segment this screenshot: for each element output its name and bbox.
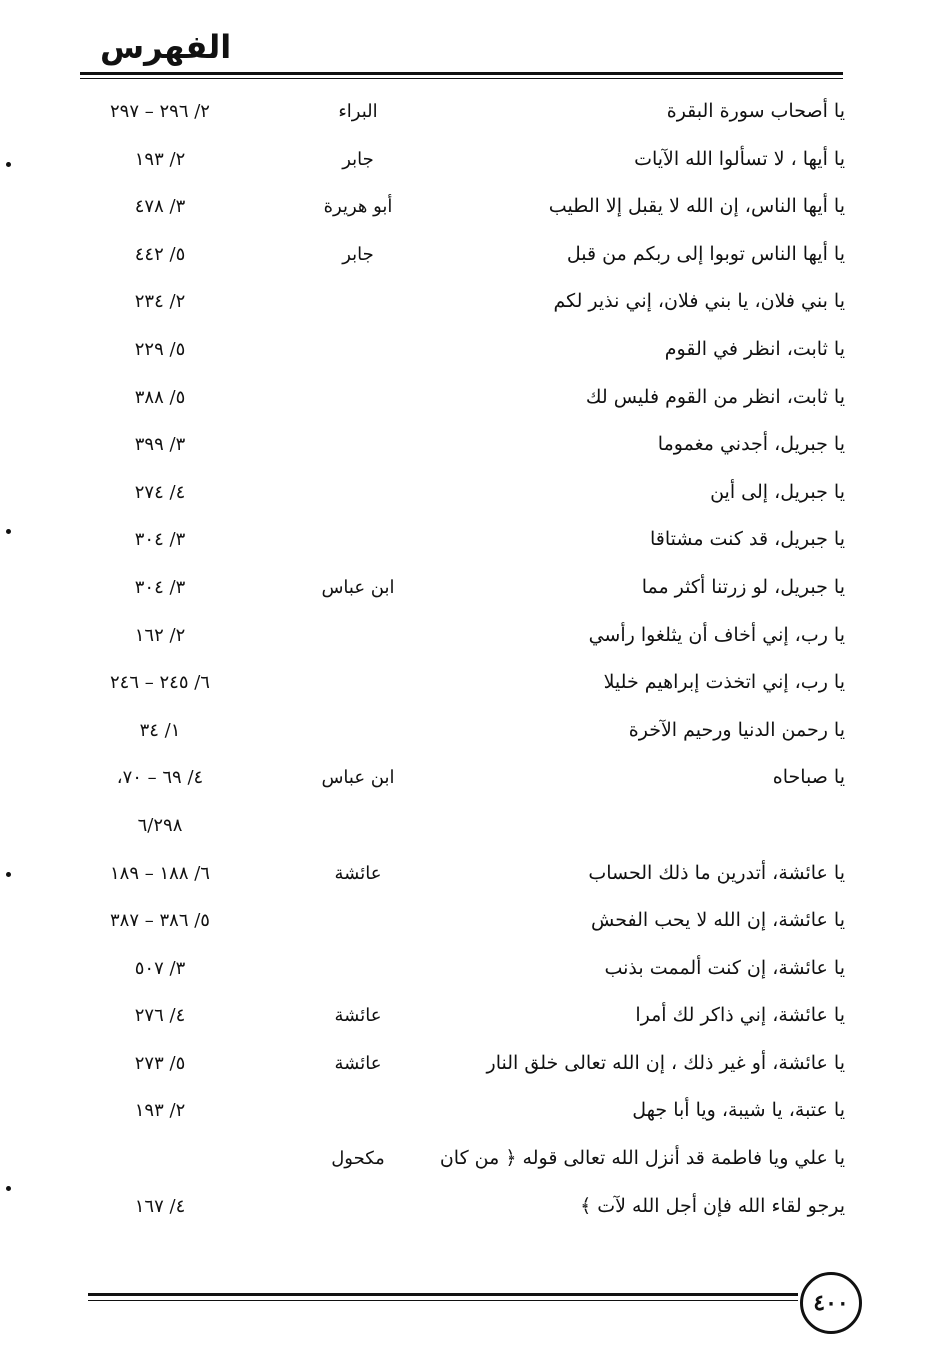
entry-text: يا عائشة، إن الله لا يحب الفحش xyxy=(591,909,845,932)
list-item xyxy=(80,88,845,136)
list-item xyxy=(80,374,845,422)
entry-reference: ٢/ ١٩٣ xyxy=(134,1100,186,1122)
entry-reference: ٣/ ٥٠٧ xyxy=(134,957,186,979)
page-title: الفهرس xyxy=(100,28,232,66)
entry-reference: ٥/ ٣٨٨ xyxy=(134,386,186,408)
list-item xyxy=(80,278,845,326)
list-item xyxy=(80,1183,845,1231)
entry-text: يا رحمن الدنيا ورحيم الآخرة xyxy=(628,718,845,741)
entry-text: يا رب، إني اتخذت إبراهيم خليلا xyxy=(603,671,845,694)
entry-text: يا بني فلان، يا بني فلان، إني نذير لكم xyxy=(553,290,845,313)
entry-text: يرجو لقاء الله فإن أجل الله لآت ﴾ xyxy=(580,1194,845,1217)
list-item xyxy=(80,326,845,374)
entry-narrator: البراء xyxy=(338,101,378,122)
list-item xyxy=(80,802,845,850)
list-item xyxy=(80,612,845,660)
list-item xyxy=(80,516,845,564)
list-item xyxy=(80,1087,845,1135)
entry-narrator: جابر xyxy=(342,243,374,265)
entry-text: يا أيها ، لا تسألوا الله الآيات xyxy=(634,147,845,170)
header-rule-thin xyxy=(80,78,843,79)
entry-text: يا صباحاه xyxy=(772,766,845,789)
entry-text: يا أصحاب سورة البقرة xyxy=(666,100,845,122)
footer-rule-thick xyxy=(88,1293,798,1296)
page-number: ٤٠٠ xyxy=(800,1272,862,1334)
entry-reference: ٦/٢٩٨ xyxy=(137,814,183,836)
entry-reference: ٥/ ٣٨٦ – ٣٨٧ xyxy=(110,910,210,932)
entry-reference: ٢/ ١٦٢ xyxy=(134,624,186,646)
entry-reference: ٣/ ٤٧٨ xyxy=(134,196,186,218)
entry-reference: ٢/ ٢٩٦ – ٢٩٧ xyxy=(110,101,210,122)
entry-reference: ٢/ ١٩٣ xyxy=(134,148,186,170)
margin-mark xyxy=(6,1186,11,1191)
entry-text: يا جبريل، إلى أين xyxy=(710,480,845,503)
entry-reference: ٣/ ٣٠٤ xyxy=(134,576,186,598)
entry-text: يا أيها الناس، إن الله لا يقبل إلا الطيب xyxy=(548,195,845,218)
entry-text: يا جبريل، أجدني مغموما xyxy=(657,433,845,456)
entry-narrator: عائشة xyxy=(334,1005,382,1027)
entry-text: يا علي ويا فاطمة قد أنزل الله تعالى قوله ﴿ من كان xyxy=(439,1147,845,1170)
entry-reference: ٤/ ٢٧٤ xyxy=(134,481,186,503)
entry-reference: ١/ ٣٤ xyxy=(139,719,181,741)
entry-text: يا عائشة، أو غير ذلك ، إن الله تعالى خلق النار xyxy=(486,1051,845,1074)
list-item xyxy=(80,421,845,469)
margin-mark xyxy=(6,162,11,167)
entry-reference: ٤/ ٦٩ – ٧٠، xyxy=(116,767,204,789)
entry-text: يا عائشة، إني ذاكر لك أمرا xyxy=(635,1004,845,1027)
entry-narrator: جابر xyxy=(342,148,374,170)
list-item xyxy=(80,707,845,755)
entry-narrator: عائشة xyxy=(334,1052,382,1074)
list-item xyxy=(80,183,845,231)
index-list xyxy=(80,88,845,1230)
list-item xyxy=(80,659,845,707)
entry-text: يا ثابت، انظر من القوم فليس لك xyxy=(585,385,845,408)
header-rule-thick xyxy=(80,72,843,75)
entry-reference: ٣/ ٣٠٤ xyxy=(134,529,186,551)
list-item xyxy=(80,469,845,517)
entry-reference: ٢/ ٢٣٤ xyxy=(134,291,186,313)
entry-reference: ٣/ ٣٩٩ xyxy=(134,434,186,456)
entry-reference: ٦/ ٢٤٥ – ٢٤٦ xyxy=(110,672,210,694)
list-item xyxy=(80,754,845,802)
entry-text: يا ثابت، انظر في القوم xyxy=(664,337,845,360)
list-item xyxy=(80,992,845,1040)
footer-rule-thin xyxy=(88,1300,798,1301)
entry-reference: ٥/ ٤٤٢ xyxy=(134,243,186,265)
list-item xyxy=(80,897,845,945)
entry-reference: ٥/ ٢٢٩ xyxy=(134,338,186,360)
list-item xyxy=(80,945,845,993)
entry-reference: ٥/ ٢٧٣ xyxy=(134,1052,186,1074)
entry-reference: ٦/ ١٨٨ – ١٨٩ xyxy=(110,862,210,884)
entry-narrator: عائشة xyxy=(334,862,382,884)
entry-text: يا جبريل، لو زرتنا أكثر مما xyxy=(641,575,845,598)
margin-mark xyxy=(6,529,11,534)
margin-mark xyxy=(6,872,11,877)
list-item xyxy=(80,136,845,184)
list-item xyxy=(80,1040,845,1088)
list-item xyxy=(80,564,845,612)
list-item xyxy=(80,850,845,898)
list-item xyxy=(80,1135,845,1183)
entry-text: يا رب، إني أخاف أن يثلغوا رأسي xyxy=(588,623,845,646)
entry-reference: ٤/ ١٦٧ xyxy=(134,1195,186,1217)
entry-text: يا جبريل، قد كنت مشتاقا xyxy=(649,528,845,551)
entry-reference: ٤/ ٢٧٦ xyxy=(134,1005,186,1027)
entry-narrator: مكحول xyxy=(331,1148,385,1170)
entry-narrator: ابن عباس xyxy=(321,576,395,598)
entry-text: يا عائشة، إن كنت ألممت بذنب xyxy=(604,956,845,979)
entry-text: يا عائشة، أتدرين ما ذلك الحساب xyxy=(588,861,845,884)
entry-text: يا أيها الناس توبوا إلى ربكم من قبل xyxy=(566,242,845,265)
entry-narrator: أبو هريرة xyxy=(323,196,393,218)
entry-text: يا عتبة، يا شيبة، ويا أبا جهل xyxy=(632,1099,845,1122)
list-item xyxy=(80,231,845,279)
entry-narrator: ابن عباس xyxy=(321,767,395,789)
